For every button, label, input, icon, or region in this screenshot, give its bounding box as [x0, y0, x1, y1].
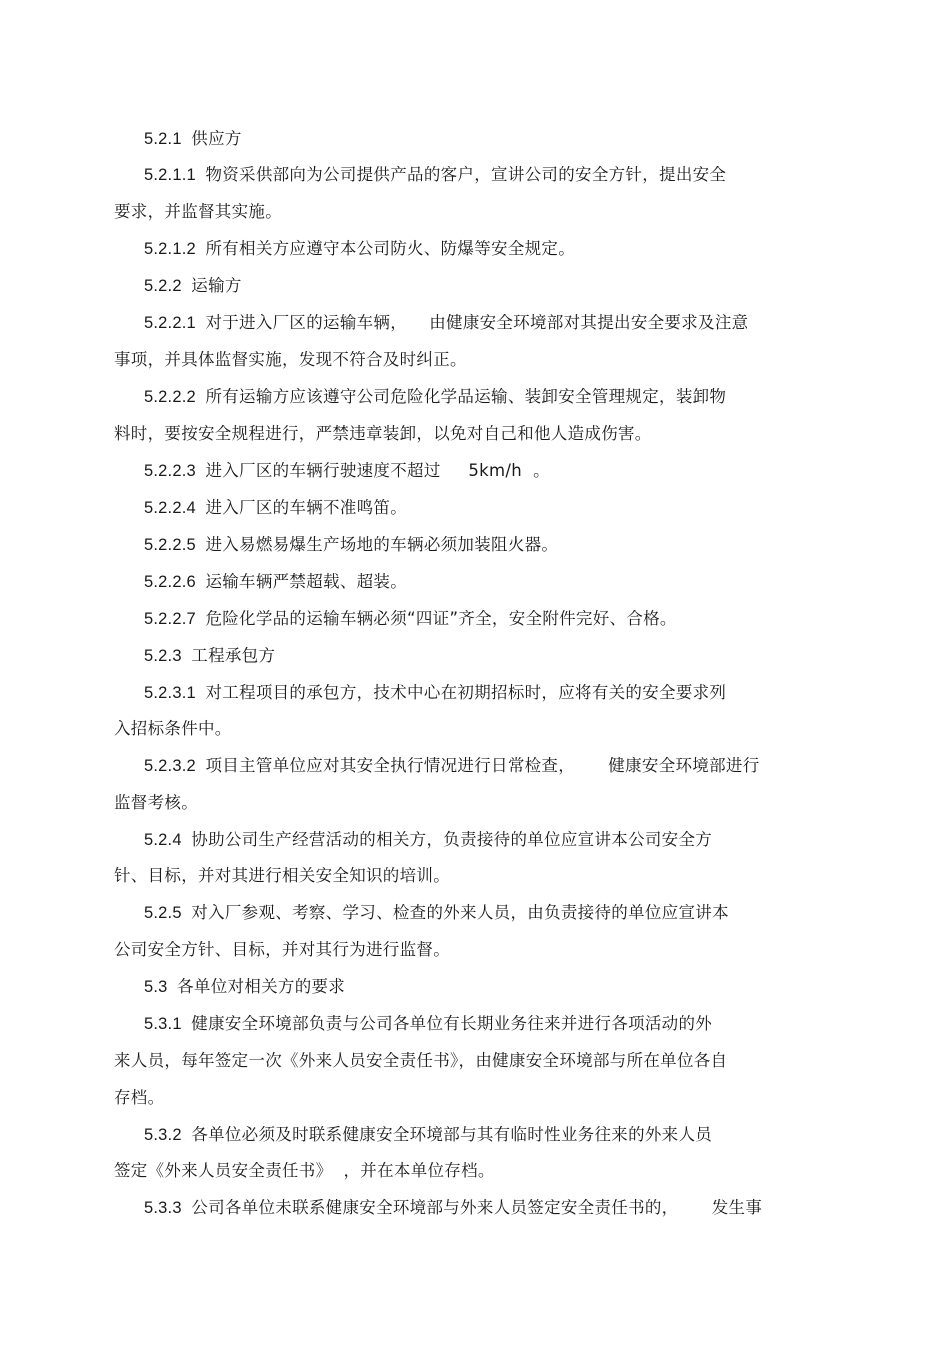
clause-number: 5.2.2.5 — [144, 536, 206, 554]
clause-line — [144, 312, 748, 334]
clause-line — [144, 460, 550, 482]
clause-text: 要求，并监督其实施。 — [114, 202, 282, 221]
clause-text: 物资采供部向为公司提供产品的客户，宣讲公司的安全方针，提出安全 — [205, 165, 727, 184]
clause-line — [144, 829, 712, 851]
clause-line — [144, 128, 242, 150]
clause-text: 存档。 — [114, 1088, 165, 1107]
clause-line — [144, 497, 407, 519]
clause-text: 健康安全环境部负责与公司各单位有长期业务往来并进行各项活动的外 — [191, 1014, 713, 1033]
clause-number: 5.2.2.7 — [144, 610, 206, 628]
clause-number: 5.3 — [144, 978, 178, 996]
clause-line — [144, 902, 729, 924]
clause-number: 5.2.5 — [144, 904, 192, 922]
clause-text: 所有运输方应该遵守公司危险化学品运输、装卸安全管理规定，装卸物 — [205, 387, 727, 406]
clause-line — [144, 608, 677, 630]
clause-line — [144, 1197, 762, 1219]
clause-text: 各单位必须及时联系健康安全环境部与其有临时性业务往来的外来人员 — [191, 1125, 713, 1144]
clause-number: 5.2.3.2 — [144, 757, 206, 775]
continuation-line — [114, 423, 652, 445]
clause-line — [144, 1013, 712, 1035]
clause-text: 签定《外来人员安全责任书》 ，并在本单位存档。 — [114, 1161, 495, 1180]
continuation-line — [114, 865, 450, 887]
clause-line — [144, 682, 726, 704]
clause-number: 5.3.3 — [144, 1199, 192, 1217]
clause-line — [144, 976, 345, 998]
clause-text: 工程承包方 — [191, 646, 276, 665]
clause-line — [144, 238, 575, 260]
clause-number: 5.2.1.2 — [144, 240, 206, 258]
clause-text: 料时，要按安全规程进行，严禁违章装卸，以免对自己和他人造成伤害。 — [114, 424, 652, 443]
clause-text: 供应方 — [191, 129, 242, 148]
clause-text: 针、目标，并对其进行相关安全知识的培训。 — [114, 866, 450, 885]
clause-line — [144, 645, 275, 667]
clause-number: 5.2.2.4 — [144, 499, 206, 517]
clause-text: 危险化学品的运输车辆必须“四证”齐全，安全附件完好、合格。 — [205, 609, 677, 628]
clause-text: 所有相关方应遵守本公司防火、防爆等安全规定。 — [205, 239, 576, 258]
clause-number: 5.2.2.3 — [144, 462, 206, 480]
clause-text: 进入易燃易爆生产场地的车辆必须加装阻火器。 — [205, 535, 559, 554]
clause-text: 对入厂参观、考察、学习、检查的外来人员，由负责接待的单位应宣讲本 — [191, 903, 729, 922]
clause-text: 协助公司生产经营活动的相关方，负责接待的单位应宣讲本公司安全方 — [191, 830, 713, 849]
continuation-line — [114, 939, 450, 961]
clause-text: 各单位对相关方的要求 — [177, 977, 346, 996]
continuation-line — [114, 1087, 164, 1109]
clause-text: 运输车辆严禁超载、超装。 — [205, 572, 408, 591]
continuation-line — [114, 792, 198, 814]
clause-number: 5.2.1 — [144, 130, 192, 148]
clause-line — [144, 275, 242, 297]
clause-number: 5.2.3.1 — [144, 684, 206, 702]
clause-number: 5.2.4 — [144, 831, 192, 849]
clause-text: 监督考核。 — [114, 793, 198, 812]
clause-text: 公司各单位未联系健康安全环境部与外来人员签定安全责任书的， 发生事 — [191, 1198, 763, 1217]
clause-text: 公司安全方针、目标，并对其行为进行监督。 — [114, 940, 450, 959]
clause-line — [144, 386, 726, 408]
continuation-line — [114, 718, 232, 740]
clause-text: 事项，并具体监督实施，发现不符合及时纠正。 — [114, 350, 467, 369]
clause-text: 运输方 — [191, 276, 242, 295]
clause-text: 进入厂区的车辆不准鸣笛。 — [205, 498, 408, 517]
clause-number: 5.2.2.6 — [144, 573, 206, 591]
clause-line — [144, 164, 726, 186]
clause-number: 5.2.1.1 — [144, 166, 206, 184]
clause-text: 来人员，每年签定一次《外来人员安全责任书》，由健康安全环境部与所在单位各自 — [114, 1051, 728, 1070]
clause-line — [144, 571, 407, 593]
clause-number: 5.3.1 — [144, 1015, 192, 1033]
clause-text: 入招标条件中。 — [114, 719, 232, 738]
continuation-line — [114, 349, 467, 371]
continuation-line — [114, 201, 282, 223]
clause-number: 5.2.2 — [144, 277, 192, 295]
clause-text: 进入厂区的车辆行驶速度不超过 5km/h 。 — [205, 461, 550, 480]
clause-text: 对于进入厂区的运输车辆， 由健康安全环境部对其提出安全要求及注意 — [205, 313, 749, 332]
clause-number: 5.2.2.2 — [144, 388, 206, 406]
continuation-line — [114, 1050, 727, 1072]
clause-line — [144, 534, 558, 556]
clause-line — [144, 755, 760, 777]
continuation-line — [114, 1160, 495, 1182]
clause-number: 5.3.2 — [144, 1126, 192, 1144]
clause-line — [144, 1124, 712, 1146]
clause-number: 5.2.2.1 — [144, 314, 206, 332]
clause-text: 对工程项目的承包方，技术中心在初期招标时，应将有关的安全要求列 — [205, 683, 727, 702]
clause-text: 项目主管单位应对其安全执行情况进行日常检查， 健康安全环境部进行 — [205, 756, 760, 775]
clause-number: 5.2.3 — [144, 647, 192, 665]
